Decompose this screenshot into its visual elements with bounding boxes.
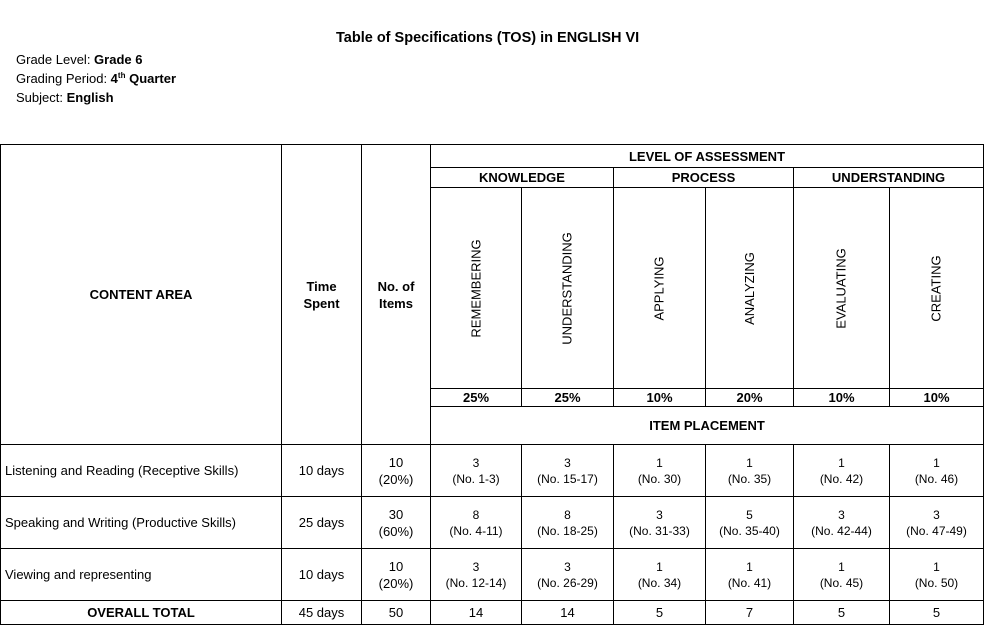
level-percent: 10% — [793, 388, 890, 407]
level-header-remembering — [430, 187, 522, 389]
no-of-items-header — [361, 144, 431, 445]
item-numbers: (No. 34) — [637, 575, 682, 590]
item-placement-cell — [889, 496, 984, 549]
item-placement-cell — [793, 444, 890, 497]
item-numbers: (No. 41) — [727, 575, 772, 590]
level-header-evaluating — [793, 187, 890, 389]
content-area-cell: Viewing and representing — [0, 548, 282, 601]
grading-period-word: Quarter — [125, 71, 177, 86]
item-numbers: (No. 30) — [637, 471, 682, 486]
grade-level-value: Grade 6 — [94, 52, 143, 67]
item-placement-cell — [521, 496, 614, 549]
item-placement-cell — [430, 444, 522, 497]
item-placement-cell — [521, 444, 614, 497]
content-area-header: CONTENT AREA — [0, 144, 282, 445]
item-placement-cell — [889, 444, 984, 497]
total-level-cell: 14 — [521, 600, 614, 625]
level-header-creating — [889, 187, 984, 389]
item-numbers: (No. 42) — [819, 471, 864, 486]
total-level-cell: 5 — [613, 600, 706, 625]
item-count: 1 — [838, 455, 845, 470]
no-of-items-header-line2: Items — [379, 295, 413, 311]
item-numbers: (No. 26-29) — [537, 575, 598, 590]
item-count: 1 — [838, 559, 845, 574]
time-spent-cell: 10 days — [281, 444, 362, 497]
overall-total-label: OVERALL TOTAL — [0, 600, 282, 625]
level-header-understanding — [521, 187, 614, 389]
level-header-label: ANALYZING — [742, 251, 757, 325]
time-spent-header-line1: Time — [306, 278, 337, 294]
item-numbers: (No. 42-44) — [811, 523, 872, 538]
item-count: 1 — [656, 455, 663, 470]
item-count: 3 — [838, 507, 845, 522]
total-level-cell: 5 — [793, 600, 890, 625]
item-count: 1 — [746, 455, 753, 470]
level-header-applying — [613, 187, 706, 389]
item-count: 5 — [746, 507, 753, 522]
level-header-label: CREATING — [929, 254, 944, 322]
page-title: Table of Specifications (TOS) in ENGLISH VI — [336, 30, 640, 46]
items-count-cell — [361, 548, 431, 601]
time-spent-header — [281, 144, 362, 445]
items-count: 10 — [388, 558, 404, 574]
item-count: 1 — [933, 559, 940, 574]
item-numbers: (No. 35-40) — [719, 523, 780, 538]
items-count-cell — [361, 496, 431, 549]
item-numbers: (No. 47-49) — [906, 523, 967, 538]
item-numbers: (No. 31-33) — [629, 523, 690, 538]
level-percent: 10% — [613, 388, 706, 407]
content-area-cell: Speaking and Writing (Productive Skills) — [0, 496, 282, 549]
grading-period-label: Grading Period: — [16, 71, 111, 86]
item-numbers: (No. 46) — [914, 471, 959, 486]
subject-line — [16, 90, 114, 105]
no-of-items-header-line1: No. of — [377, 278, 415, 294]
item-placement-cell — [430, 548, 522, 601]
item-count: 1 — [656, 559, 663, 574]
item-placement-cell — [613, 444, 706, 497]
item-numbers: (No. 4-11) — [449, 523, 503, 538]
items-percent: (20%) — [378, 471, 414, 487]
item-count: 1 — [746, 559, 753, 574]
item-placement-header: ITEM PLACEMENT — [430, 406, 984, 445]
items-count: 30 — [388, 506, 404, 522]
item-placement-cell — [613, 548, 706, 601]
total-level-cell: 7 — [705, 600, 794, 625]
level-percent: 20% — [705, 388, 794, 407]
item-count: 8 — [564, 507, 571, 522]
item-numbers: (No. 15-17) — [537, 471, 598, 486]
level-header-label: REMEMBERING — [468, 238, 484, 338]
level-percent: 10% — [889, 388, 984, 407]
item-placement-cell — [793, 496, 890, 549]
item-placement-cell — [705, 496, 794, 549]
grading-period-line — [16, 71, 176, 86]
item-placement-cell — [793, 548, 890, 601]
level-header-analyzing — [705, 187, 794, 389]
group-header-knowledge: KNOWLEDGE — [430, 167, 614, 188]
item-count: 3 — [656, 507, 663, 522]
level-of-assessment-header: LEVEL OF ASSESSMENT — [430, 144, 984, 168]
item-placement-cell — [430, 496, 522, 549]
item-count: 3 — [933, 507, 940, 522]
item-numbers: (No. 35) — [727, 471, 772, 486]
items-count: 10 — [388, 454, 404, 470]
item-placement-cell — [889, 548, 984, 601]
items-percent: (20%) — [378, 575, 414, 591]
level-percent: 25% — [430, 388, 522, 407]
total-level-cell: 14 — [430, 600, 522, 625]
item-placement-cell — [521, 548, 614, 601]
group-header-understanding: UNDERSTANDING — [793, 167, 984, 188]
items-percent: (60%) — [378, 523, 414, 539]
item-count: 3 — [472, 455, 480, 470]
group-header-process: PROCESS — [613, 167, 794, 188]
item-count: 1 — [933, 455, 940, 470]
item-numbers: (No. 50) — [914, 575, 959, 590]
item-count: 3 — [472, 559, 480, 574]
time-spent-header-line2: Spent — [303, 295, 340, 311]
item-placement-cell — [705, 444, 794, 497]
item-numbers: (No. 18-25) — [537, 523, 598, 538]
item-numbers: (No. 1-3) — [452, 471, 500, 486]
level-percent: 25% — [521, 388, 614, 407]
item-numbers: (No. 45) — [819, 575, 864, 590]
grading-period-suffix: th — [117, 71, 126, 80]
content-area-cell: Listening and Reading (Receptive Skills) — [0, 444, 282, 497]
grading-period-number: 4 — [110, 71, 118, 86]
time-spent-cell: 25 days — [281, 496, 362, 549]
item-placement-cell — [613, 496, 706, 549]
total-level-cell: 5 — [889, 600, 984, 625]
subject-value: English — [66, 90, 114, 105]
level-header-label: UNDERSTANDING — [560, 231, 575, 345]
subject-label: Subject: — [16, 90, 67, 105]
level-header-label: EVALUATING — [834, 247, 849, 329]
item-count: 8 — [472, 507, 480, 522]
total-items-cell: 50 — [361, 600, 431, 625]
time-spent-cell: 10 days — [281, 548, 362, 601]
grade-level-label: Grade Level: — [16, 52, 95, 67]
item-count: 3 — [564, 559, 571, 574]
total-time-cell: 45 days — [281, 600, 362, 625]
level-header-label: APPLYING — [652, 255, 667, 321]
item-placement-cell — [705, 548, 794, 601]
item-numbers: (No. 12-14) — [445, 575, 507, 590]
grade-level-line — [16, 52, 142, 67]
items-count-cell — [361, 444, 431, 497]
item-count: 3 — [564, 455, 571, 470]
